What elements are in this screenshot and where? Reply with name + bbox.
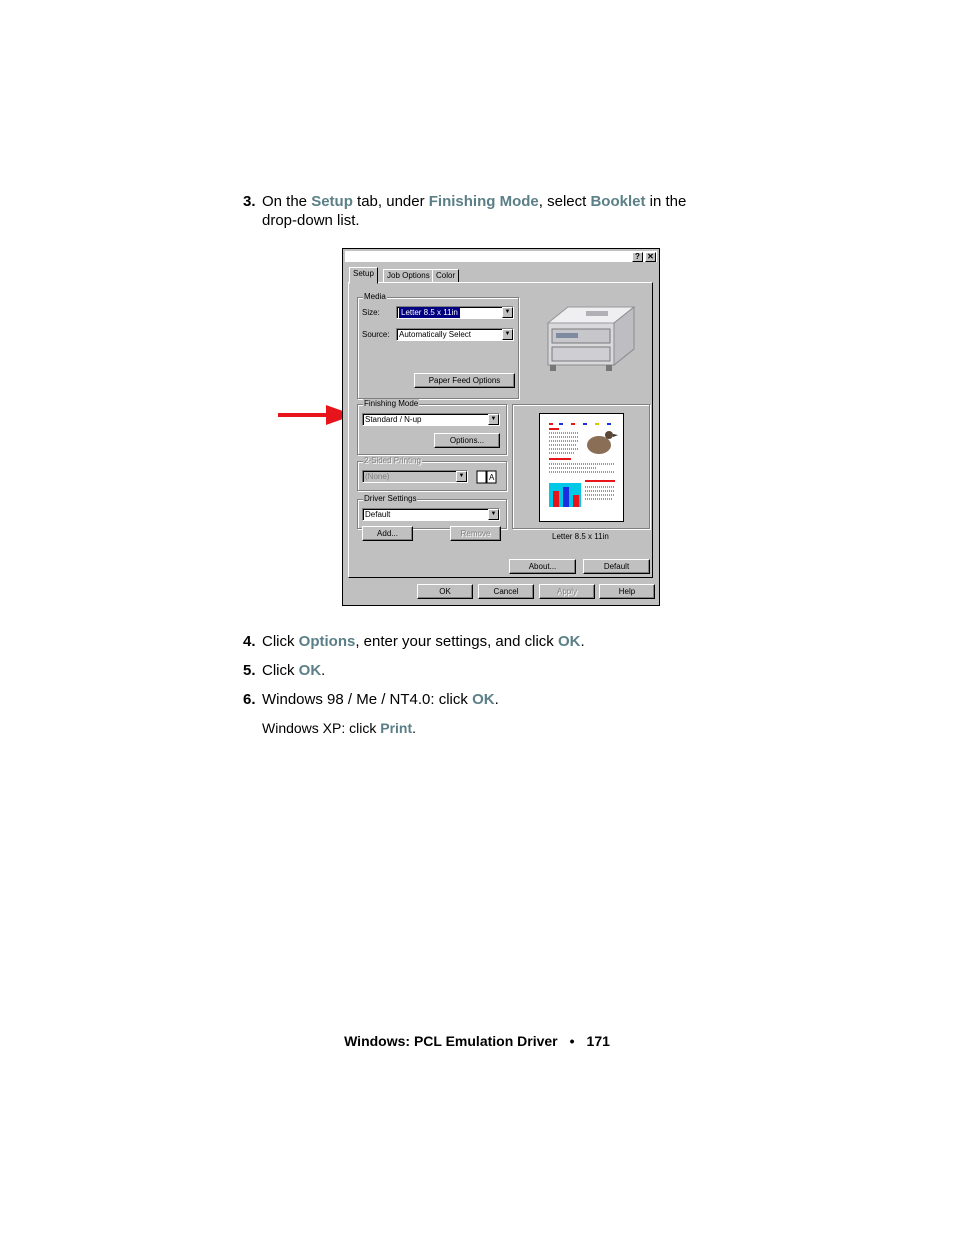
two-sided-value: (None) <box>365 472 390 481</box>
finishing-options-button[interactable]: Options... <box>434 433 500 448</box>
finishing-mode-group <box>357 399 507 455</box>
tab-job-options[interactable]: Job Options <box>383 269 434 283</box>
driver-settings-dropdown[interactable] <box>362 508 500 521</box>
dropdown-arrow-icon[interactable]: ▼ <box>456 471 467 482</box>
finishing-mode-label: Finishing Mode <box>364 399 419 408</box>
two-sided-dropdown[interactable] <box>362 470 468 483</box>
page-number: 171 <box>586 1033 610 1049</box>
step-text: Windows XP: click <box>262 720 381 736</box>
dropdown-arrow-icon[interactable]: ▼ <box>488 414 499 425</box>
finishing-mode-dropdown[interactable] <box>362 413 500 426</box>
page-preview-icon <box>539 413 625 523</box>
tab-color[interactable]: Color <box>432 269 459 283</box>
keyword-setup: Setup <box>311 193 353 210</box>
help-button[interactable]: Help <box>599 584 655 599</box>
preview-group <box>512 404 650 529</box>
tab-setup[interactable]: Setup <box>349 267 378 284</box>
keyword-print: Print <box>380 720 413 736</box>
step-text: Windows 98 / Me / NT4.0: click <box>262 691 473 708</box>
step-3 <box>243 192 732 230</box>
footer-bullet: • <box>569 1033 575 1049</box>
media-group-label: Media <box>364 292 386 301</box>
step-text: . <box>580 633 585 650</box>
booklet-icon <box>476 470 498 484</box>
size-label: Size: <box>362 308 380 317</box>
keyword-booklet: Booklet <box>590 193 646 210</box>
driver-settings-value: Default <box>365 510 391 519</box>
keyword-ok: OK <box>472 691 495 708</box>
step-text: . <box>494 691 499 708</box>
driver-settings-label: Driver Settings <box>364 494 417 503</box>
media-group <box>357 292 519 399</box>
step-text: . <box>412 720 417 736</box>
remove-button[interactable]: Remove <box>450 526 501 541</box>
keyword-options: Options <box>298 633 356 650</box>
two-sided-label: 2-Sided Printing <box>364 456 421 465</box>
printer-image-icon <box>542 293 638 373</box>
printer-properties-dialog <box>342 248 660 606</box>
windows-xp-note <box>262 719 732 738</box>
step-6 <box>243 690 732 709</box>
source-label: Source: <box>362 330 390 339</box>
source-dropdown[interactable] <box>396 328 514 341</box>
keyword-ok: OK <box>557 633 581 650</box>
dropdown-arrow-icon[interactable]: ▼ <box>502 329 513 340</box>
dropdown-arrow-icon[interactable]: ▼ <box>502 307 513 318</box>
size-value: Letter 8.5 x 11in <box>401 308 458 317</box>
keyword-ok: OK <box>298 662 322 679</box>
two-sided-group <box>357 456 507 491</box>
apply-button[interactable]: Apply <box>539 584 595 599</box>
add-button[interactable]: Add... <box>362 526 413 541</box>
step-text: drop-down list. <box>262 212 360 229</box>
page-footer <box>0 1033 954 1049</box>
step-text: in the <box>645 193 687 210</box>
step-number: 4. <box>243 633 256 650</box>
step-text: Click <box>262 662 299 679</box>
step-number: 3. <box>243 193 256 210</box>
help-icon[interactable]: ? <box>632 252 643 262</box>
preview-caption: Letter 8.5 x 11in <box>552 532 609 541</box>
step-text: . <box>321 662 326 679</box>
step-number: 5. <box>243 662 256 679</box>
title-bar <box>345 251 657 262</box>
svg-text:A: A <box>489 473 495 482</box>
setup-tab-panel <box>348 282 653 578</box>
default-button[interactable]: Default <box>583 559 650 574</box>
finishing-mode-value: Standard / N-up <box>365 415 422 424</box>
step-number: 6. <box>243 691 256 708</box>
step-text: tab, under <box>352 193 429 210</box>
paper-feed-options-button[interactable]: Paper Feed Options <box>414 373 515 388</box>
about-button[interactable]: About... <box>509 559 576 574</box>
keyword-finishing-mode: Finishing Mode <box>428 193 539 210</box>
step-text: , enter your settings, and click <box>355 633 558 650</box>
ok-button[interactable]: OK <box>417 584 473 599</box>
step-text: Click <box>262 633 299 650</box>
step-text: On the <box>262 193 312 210</box>
dropdown-arrow-icon[interactable]: ▼ <box>488 509 499 520</box>
step-5 <box>243 661 732 680</box>
step-text: , select <box>538 193 591 210</box>
source-value: Automatically Select <box>399 330 472 339</box>
driver-settings-group <box>357 494 507 529</box>
step-4 <box>243 632 732 651</box>
close-icon[interactable]: ✕ <box>645 252 656 262</box>
size-dropdown[interactable] <box>396 306 514 319</box>
footer-title: Windows: PCL Emulation Driver <box>344 1033 558 1049</box>
cancel-button[interactable]: Cancel <box>478 584 534 599</box>
